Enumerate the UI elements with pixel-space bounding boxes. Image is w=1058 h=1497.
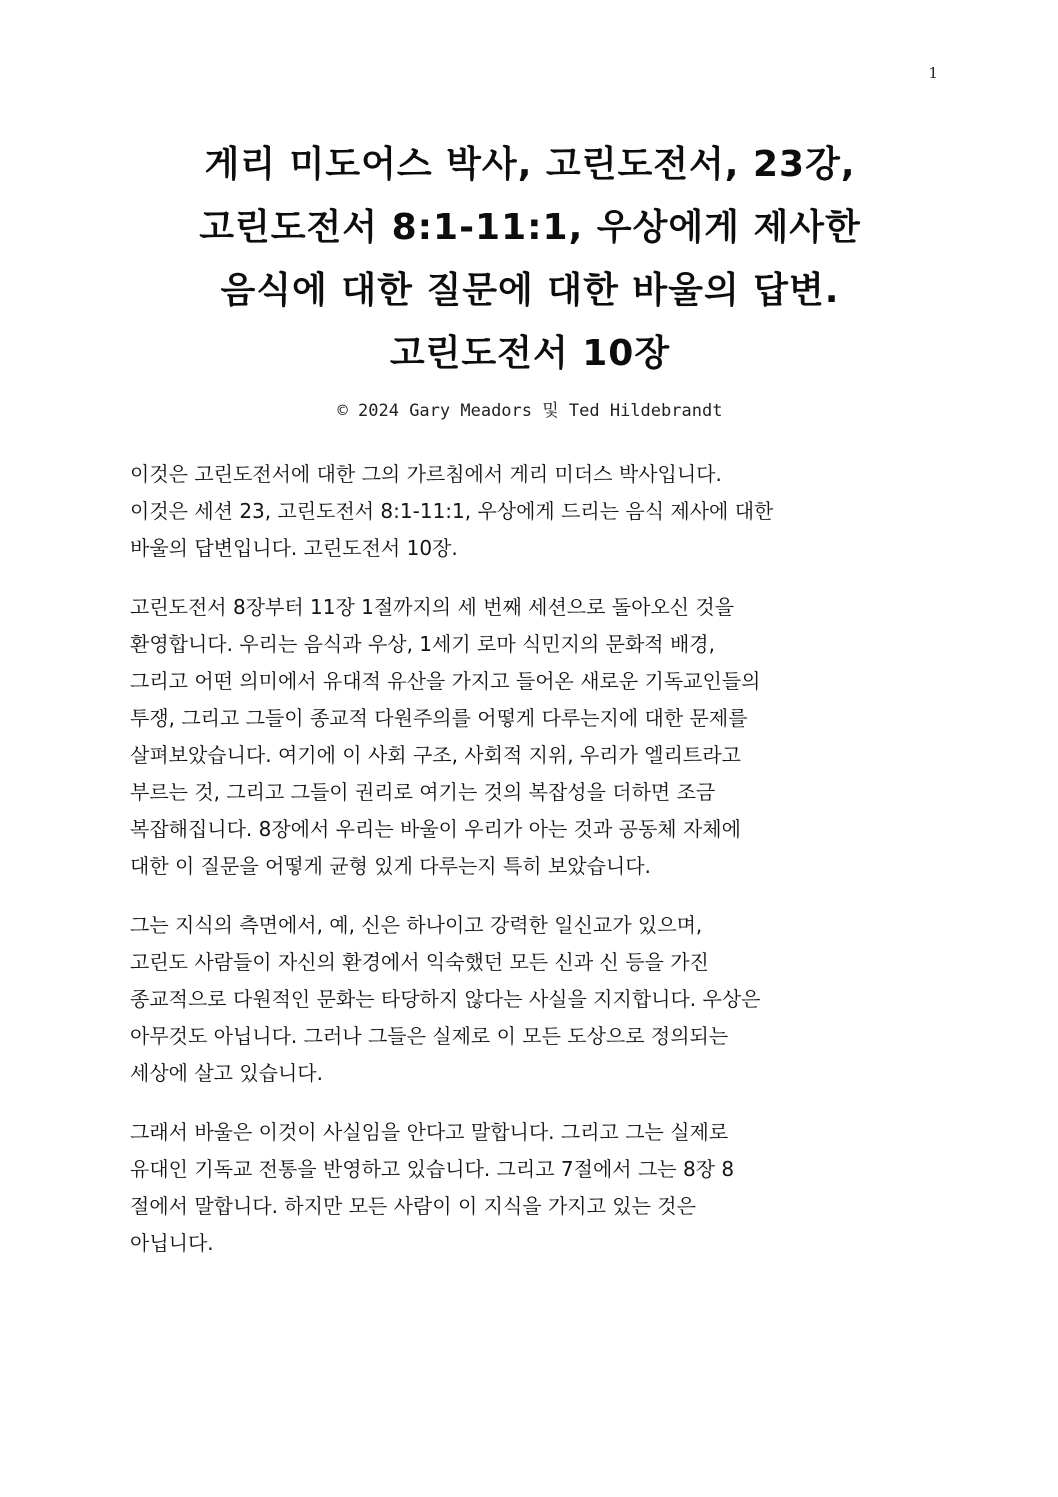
text-line: 고린도전서 8장부터 11장 1절까지의 세 번째 세션으로 돌아오신 것을 (130, 595, 735, 619)
text-line: 이것은 고린도전서에 대한 그의 가르침에서 게리 미더스 박사입니다. (130, 462, 722, 486)
text-line: 그는 지식의 측면에서, 예, 신은 하나이고 강력한 일신교가 있으며, (130, 913, 703, 937)
copyright-notice: © 2024 Gary Meadors 및 Ted Hildebrandt (337, 401, 723, 421)
text-line: 바울의 답변입니다. 고린도전서 10장. (130, 536, 458, 560)
title-line: 고린도전서 10장 (389, 333, 671, 374)
text-line: 세상에 살고 있습니다. (130, 1061, 323, 1085)
text-line: 절에서 말합니다. 하지만 모든 사람이 이 지식을 가지고 있는 것은 (130, 1194, 696, 1218)
text-line: 대한 이 질문을 어떻게 균형 있게 다루는지 특히 보았습니다. (130, 854, 651, 878)
title-line: 게리 미도어스 박사, 고린도전서, 23강, (204, 144, 856, 185)
text-line: 유대인 기독교 전통을 반영하고 있습니다. 그리고 7절에서 그는 8장 8 (130, 1157, 735, 1181)
text-line: 투쟁, 그리고 그들이 종교적 다원주의를 어떻게 다루는지에 대한 문제를 (130, 706, 748, 730)
text-line: 환영합니다. 우리는 음식과 우상, 1세기 로마 식민지의 문화적 배경, (130, 632, 715, 656)
text-line: 아닙니다. (130, 1231, 214, 1255)
title-line: 음식에 대한 질문에 대한 바울의 답변. (220, 270, 840, 311)
paragraph-knowledge (130, 907, 940, 1092)
text-line: 종교적으로 다원적인 문화는 타당하지 않다는 사실을 지지합니다. 우상은 (130, 987, 761, 1011)
text-line: 복잡해집니다. 8장에서 우리는 바울이 우리가 아는 것과 공동체 자체에 (130, 817, 741, 841)
text-line: 아무것도 아닙니다. 그러나 그들은 실제로 이 모든 도상으로 정의되는 (130, 1024, 729, 1048)
page-title (130, 133, 930, 385)
page-number: 1 (928, 64, 938, 82)
text-line: 살펴보았습니다. 여기에 이 사회 구조, 사회적 지위, 우리가 엘리트라고 (130, 743, 741, 767)
title-line: 고린도전서 8:1-11:1, 우상에게 제사한 (199, 207, 861, 248)
text-line: 부르는 것, 그리고 그들이 권리로 여기는 것의 복잡성을 더하면 조금 (130, 780, 716, 804)
paragraph-welcome (130, 589, 940, 885)
paragraph-intro (130, 456, 940, 567)
paragraph-paul (130, 1114, 940, 1262)
text-line: 그리고 어떤 의미에서 유대적 유산을 가지고 들어온 새로운 기독교인들의 (130, 669, 761, 693)
text-line: 고린도 사람들이 자신의 환경에서 익숙했던 모든 신과 신 등을 가진 (130, 950, 709, 974)
text-line: 이것은 세션 23, 고린도전서 8:1-11:1, 우상에게 드리는 음식 제사에 대한 (130, 499, 774, 523)
text-line: 그래서 바울은 이것이 사실임을 안다고 말합니다. 그리고 그는 실제로 (130, 1120, 729, 1144)
document-body (130, 456, 940, 1284)
